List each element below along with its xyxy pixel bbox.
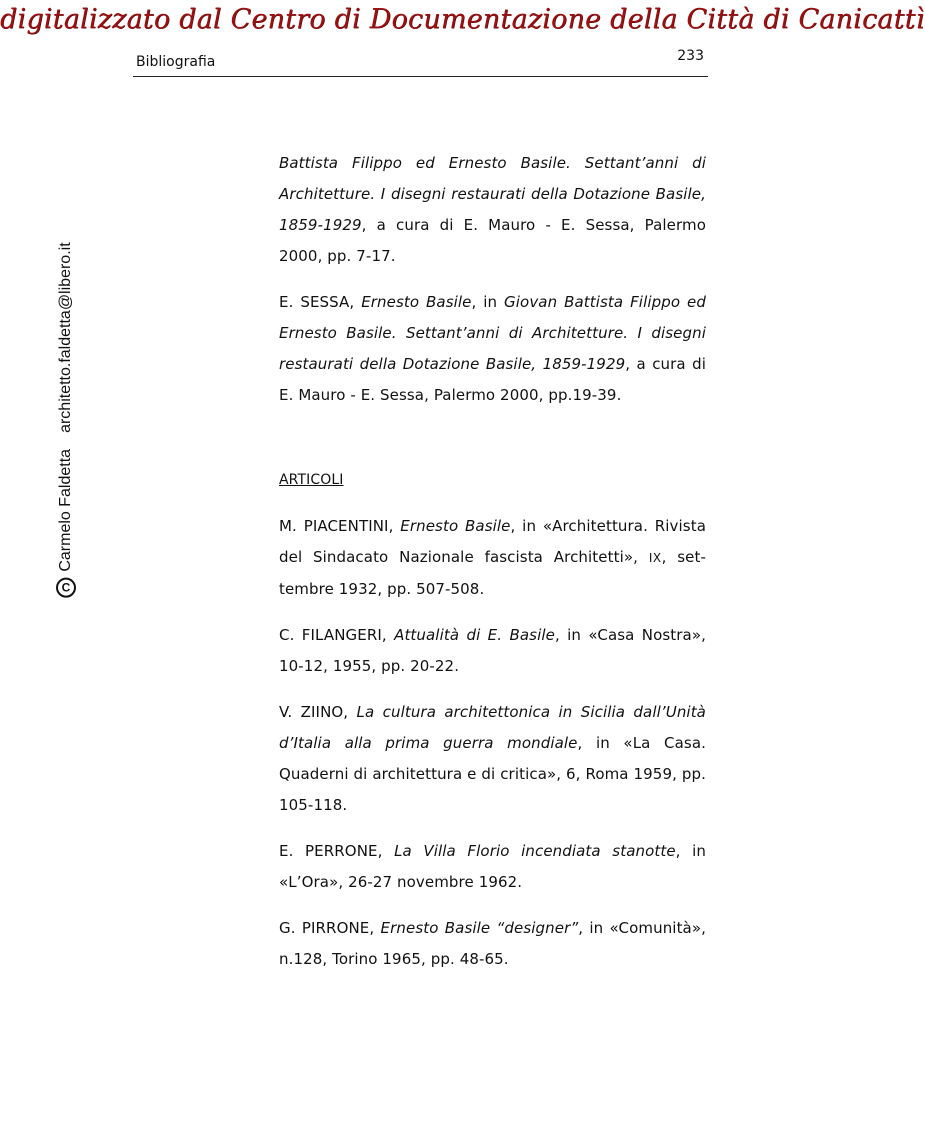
- articles-heading: ARTICOLI: [279, 472, 344, 488]
- entry-title-text: Ernesto Basile “designer”: [380, 919, 579, 937]
- entry-title-text: Giovan Battista Filippo ed Ernesto Basile. Settant’anni di Architetture. I disegni restaurati della Dotazione Basile, 1859-1929: [279, 293, 706, 373]
- entry-text: , in: [471, 293, 505, 311]
- entry-title-text: La Villa Florio incendiata stanotte: [394, 842, 676, 860]
- bibliography-entry: [279, 836, 706, 898]
- entry-text: , a cura di E. Mauro - E. Sessa, Palermo 2000, pp. 7-17.: [279, 216, 706, 265]
- entry-text: , in «L’Ora», 26-27 novembre 1962.: [279, 842, 706, 891]
- entry-text: , in «Architettura. Rivista del Sindacato Nazionale fascista Architetti»,: [279, 517, 706, 566]
- page-number: 233: [677, 48, 704, 64]
- entry-text: E. SESSA,: [279, 293, 362, 311]
- entry-title-text: La cultura architettonica in Sicilia dall’Unità d’Italia alla prima guerra mondiale: [279, 703, 706, 752]
- entry-text: , in «La Casa. Quaderni di architettura e di critica», 6, Roma 1959, pp. 105-118.: [279, 734, 706, 814]
- entry-text: , in «Comunità», n.128, Torino 1965, pp. 48-65.: [279, 919, 706, 968]
- section-title: Bibliografia: [136, 54, 216, 70]
- entry-title-text: Ernesto Basile: [400, 517, 511, 535]
- entry-text: , a cura di E. Mauro - E. Sessa, Palermo 2000, pp.19-39.: [279, 355, 707, 404]
- book-entries: [279, 148, 706, 411]
- entry-text: C. FILANGERI,: [279, 626, 395, 644]
- entry-text: E. PERRONE,: [279, 842, 395, 860]
- bibliography-entry: [279, 697, 706, 821]
- digitization-watermark: digitalizzato dal Centro di Documentazione della Città di Canicattì: [0, 4, 925, 35]
- entry-title-text: Ernesto Basile: [361, 293, 472, 311]
- entry-text: IX: [648, 551, 662, 565]
- entry-title-text: Battista Filippo ed Ernesto Basile. Settant’anni di Architetture. I disegni restaurati della Dotazione Basile, 1859-1929: [279, 154, 706, 234]
- bibliography-entry: [279, 620, 706, 682]
- entry-text: V. ZIINO,: [279, 703, 357, 721]
- article-entries: [279, 511, 706, 975]
- entry-text: G. PIRRONE,: [279, 919, 381, 937]
- bibliography-entry: [279, 287, 706, 411]
- entry-text: M. PIACENTINI,: [279, 517, 401, 535]
- page-header: [133, 46, 708, 77]
- author-name: Carmelo Faldetta: [57, 448, 74, 572]
- bibliography-body: [279, 148, 706, 990]
- entry-text: , set-tembre 1932, pp. 507-508.: [279, 548, 706, 598]
- author-email: architetto.faldetta@libero.it: [57, 242, 74, 433]
- entry-title-text: Attualità di E. Basile: [394, 626, 555, 644]
- bibliography-entry: [279, 511, 706, 605]
- entry-text: , in «Casa Nostra», 10-12, 1955, pp. 20-22.: [279, 626, 706, 675]
- bibliography-entry: [279, 913, 706, 975]
- copyright-icon: C: [56, 578, 76, 598]
- bibliography-entry: [279, 148, 706, 272]
